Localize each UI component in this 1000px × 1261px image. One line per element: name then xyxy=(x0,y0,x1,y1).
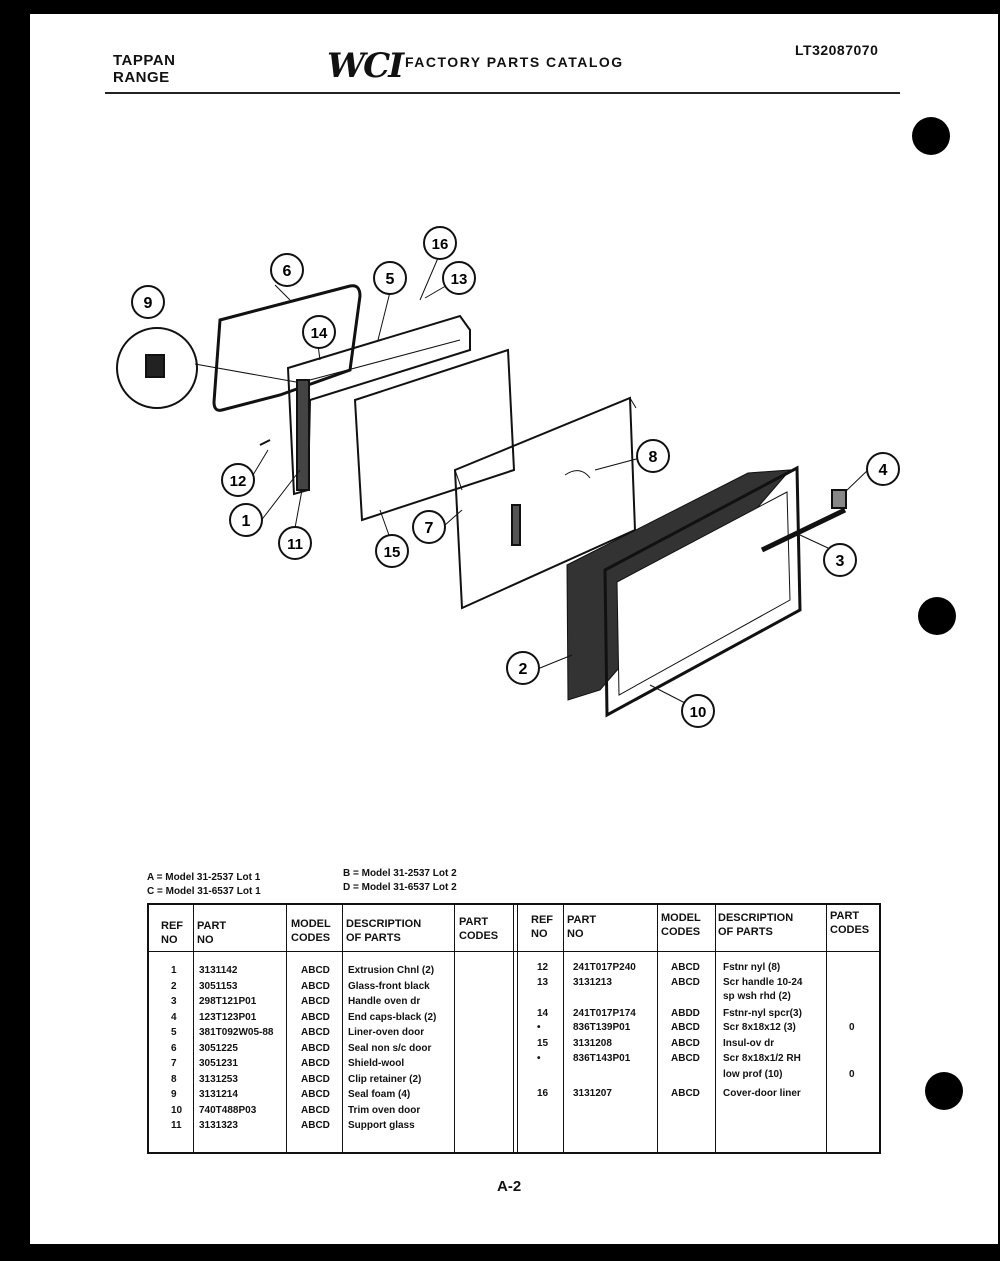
callout-12 xyxy=(222,464,254,496)
callout-14 xyxy=(303,316,335,348)
part-no-cell: 3131214 xyxy=(199,1089,238,1100)
wci-logo: WCI xyxy=(327,46,403,86)
header-part-no-right xyxy=(567,913,596,941)
ref-no-cell: 10 xyxy=(171,1104,183,1116)
callout-9 xyxy=(132,286,164,318)
ref-no-cell: 7 xyxy=(171,1058,177,1069)
part-no-cell: 3131323 xyxy=(199,1120,238,1131)
callout-label: 3 xyxy=(835,553,845,570)
ref-no-cell: 1 xyxy=(171,965,177,976)
legend-model-a: A = Model 31-2537 Lot 1 xyxy=(147,872,261,883)
part-no-cell: 123T123P01 xyxy=(199,1011,257,1023)
description-cell: Seal non s/c door xyxy=(348,1042,432,1054)
callout-label: 16 xyxy=(431,236,449,253)
brand-line-2: RANGE xyxy=(113,69,170,86)
model-codes-cell: ABCD xyxy=(671,1038,700,1049)
model-codes-cell: ABCD xyxy=(671,1022,700,1033)
ref-no-cell: • xyxy=(537,1053,541,1064)
callout-label: 13 xyxy=(450,271,468,288)
model-codes-cell: ABCD xyxy=(301,980,330,992)
description-cell: Scr 8x18x12 (3) xyxy=(723,1022,796,1033)
model-codes-cell: ABCD xyxy=(301,1058,330,1069)
header-description-right xyxy=(718,911,793,939)
punch-hole-icon xyxy=(918,597,956,635)
callout-label: 5 xyxy=(385,271,395,288)
ref-no-cell: 11 xyxy=(171,1120,182,1131)
bracket xyxy=(512,505,520,545)
ref-no-cell: 8 xyxy=(171,1073,177,1085)
header-text: PART xyxy=(197,920,227,932)
model-codes-cell: ABCD xyxy=(671,1053,700,1064)
legend-model-c: C = Model 31-6537 Lot 1 xyxy=(147,886,261,897)
part-no-cell: 3131208 xyxy=(573,1038,612,1049)
part-no-cell: 836T139P01 xyxy=(573,1022,631,1033)
part-no-cell: 241T017P174 xyxy=(573,1008,636,1019)
header-part-codes xyxy=(459,915,498,943)
callout-13 xyxy=(443,262,475,294)
seal-foam-detail xyxy=(146,355,164,377)
ref-no-cell: 9 xyxy=(171,1089,177,1100)
part-no-cell: 241T017P240 xyxy=(573,962,636,973)
part-no-cell: 3131142 xyxy=(199,965,238,976)
description-cell: Fstnr-nyl spcr(3) xyxy=(723,1008,802,1019)
exploded-door-diagram xyxy=(110,220,910,740)
model-codes-cell: ABCD xyxy=(301,996,330,1007)
model-codes-cell: ABCD xyxy=(301,1104,330,1116)
brand-label xyxy=(113,52,175,86)
callout-label: 7 xyxy=(424,520,434,537)
part-codes-cell: 0 xyxy=(849,1069,855,1080)
description-cell: low prof (10) xyxy=(723,1069,783,1080)
header-text: PART xyxy=(830,910,860,922)
callout-15 xyxy=(376,535,408,567)
description-cell: Liner-oven door xyxy=(348,1027,425,1038)
ref-no-cell: • xyxy=(537,1022,541,1033)
part-codes-cell: 0 xyxy=(849,1022,855,1033)
ref-no-cell: 2 xyxy=(171,980,177,992)
punch-hole-icon xyxy=(912,117,950,155)
description-cell: Insul-ov dr xyxy=(723,1038,775,1049)
part-no-cell: 3131253 xyxy=(199,1073,238,1085)
callout-label: 4 xyxy=(878,462,888,479)
header-text: DESCRIPTION xyxy=(346,918,422,930)
model-codes-cell: ABCD xyxy=(301,1042,330,1054)
callout-4 xyxy=(867,453,899,485)
ref-no-cell: 16 xyxy=(537,1088,549,1099)
description-cell: Support glass xyxy=(348,1120,415,1131)
description-cell: Handle oven dr xyxy=(348,996,421,1007)
header-text: MODEL xyxy=(661,912,701,924)
description-cell: Extrusion Chnl (2) xyxy=(348,965,435,976)
catalog-code: LT32087070 xyxy=(795,42,879,58)
callout-7 xyxy=(413,511,445,543)
description-cell: End caps-black (2) xyxy=(348,1011,437,1023)
punch-hole-icon xyxy=(925,1072,963,1110)
extrusion-channel xyxy=(297,380,309,490)
part-no-cell: 3131207 xyxy=(573,1088,612,1099)
header-text: PART xyxy=(567,914,597,926)
part-no-cell: 836T143P01 xyxy=(573,1053,631,1064)
description-cell: sp wsh rhd (2) xyxy=(723,991,791,1002)
header-text: CODES xyxy=(291,932,331,944)
header-text: NO xyxy=(161,934,178,946)
ref-no-cell: 15 xyxy=(537,1038,549,1049)
callout-10 xyxy=(682,695,714,727)
callout-label: 15 xyxy=(383,544,401,561)
header-text: MODEL xyxy=(291,918,331,930)
header-model-codes xyxy=(291,917,331,945)
callout-2 xyxy=(507,652,539,684)
header-text: NO xyxy=(567,928,584,940)
description-cell: Glass-front black xyxy=(348,980,430,992)
header-ref-no xyxy=(161,919,183,947)
insulation-panel xyxy=(355,350,514,520)
description-cell: Seal foam (4) xyxy=(348,1089,411,1100)
callout-16 xyxy=(424,227,456,259)
ref-no-cell: 6 xyxy=(171,1042,177,1054)
legend-model-d: D = Model 31-6537 Lot 2 xyxy=(343,882,457,893)
part-no-cell: 740T488P03 xyxy=(199,1104,257,1116)
header-description xyxy=(346,917,421,945)
header-text: REF xyxy=(531,914,553,926)
header-text: DESCRIPTION xyxy=(718,912,794,924)
header-ref-no-right xyxy=(531,913,553,941)
part-no-cell: 3051231 xyxy=(199,1058,238,1069)
part-no-cell: 3131213 xyxy=(573,977,612,988)
ref-no-cell: 4 xyxy=(171,1011,177,1023)
part-no-cell: 381T092W05-88 xyxy=(199,1027,274,1038)
callout-1 xyxy=(230,504,262,536)
header-text: CODES xyxy=(459,930,499,942)
callout-6 xyxy=(271,254,303,286)
brand-line-1: TAPPAN xyxy=(113,52,176,69)
header-part-no xyxy=(197,919,226,947)
header-part-codes-right xyxy=(830,909,869,937)
header-text: NO xyxy=(531,928,548,940)
header-text: PART xyxy=(459,916,489,928)
header-text: CODES xyxy=(661,926,701,938)
model-codes-cell: ABCD xyxy=(301,1073,330,1085)
callout-label: 10 xyxy=(689,704,707,721)
part-no-cell: 298T121P01 xyxy=(199,996,257,1007)
page-number: A-2 xyxy=(497,1178,522,1195)
callout-label: 6 xyxy=(282,263,292,280)
parts-table xyxy=(147,903,881,1154)
callout-label: 1 xyxy=(241,513,251,530)
header-text: CODES xyxy=(830,924,870,936)
description-cell: Fstnr nyl (8) xyxy=(723,962,781,973)
callout-11 xyxy=(279,527,311,559)
callout-label: 2 xyxy=(518,661,528,678)
model-codes-cell: ABCD xyxy=(671,962,700,973)
description-cell: Scr 8x18x1/2 RH xyxy=(723,1053,801,1064)
callout-label: 11 xyxy=(287,536,303,553)
header-text: REF xyxy=(161,920,183,932)
model-codes-cell: ABCD xyxy=(301,1089,330,1100)
description-cell: Shield-wool xyxy=(348,1058,405,1069)
ref-no-cell: 14 xyxy=(537,1008,549,1019)
callout-5 xyxy=(374,262,406,294)
callout-8 xyxy=(637,440,669,472)
part-no-cell: 3051225 xyxy=(199,1042,238,1054)
end-cap xyxy=(832,490,846,508)
header-text: OF PARTS xyxy=(718,926,773,938)
model-codes-cell: ABCD xyxy=(301,1027,330,1038)
callout-3 xyxy=(824,544,856,576)
description-cell: Trim oven door xyxy=(348,1104,421,1116)
callout-label: 14 xyxy=(310,325,328,342)
model-codes-cell: ABCD xyxy=(301,1120,330,1131)
header-model-codes-right xyxy=(661,911,701,939)
header-text: OF PARTS xyxy=(346,932,401,944)
callout-label: 8 xyxy=(648,449,658,466)
ref-no-cell: 5 xyxy=(171,1027,177,1038)
catalog-title: FACTORY PARTS CATALOG xyxy=(405,54,624,70)
description-cell: Clip retainer (2) xyxy=(348,1073,422,1085)
legend-model-b: B = Model 31-2537 Lot 2 xyxy=(343,868,457,879)
ref-no-cell: 13 xyxy=(537,977,549,988)
header-rule xyxy=(105,92,900,94)
model-codes-cell: ABCD xyxy=(671,1088,700,1099)
model-codes-cell: ABCD xyxy=(671,977,700,988)
description-cell: Scr handle 10-24 xyxy=(723,977,803,988)
ref-no-cell: 12 xyxy=(537,962,549,973)
callout-label: 9 xyxy=(143,295,153,312)
model-codes-cell: ABCD xyxy=(301,1011,330,1023)
part-no-cell: 3051153 xyxy=(199,980,238,992)
description-cell: Cover-door liner xyxy=(723,1088,801,1099)
model-codes-cell: ABCD xyxy=(301,965,330,976)
ref-no-cell: 3 xyxy=(171,996,177,1007)
header-text: NO xyxy=(197,934,214,946)
model-codes-cell: ABDD xyxy=(671,1008,700,1019)
callout-label: 12 xyxy=(229,473,247,490)
